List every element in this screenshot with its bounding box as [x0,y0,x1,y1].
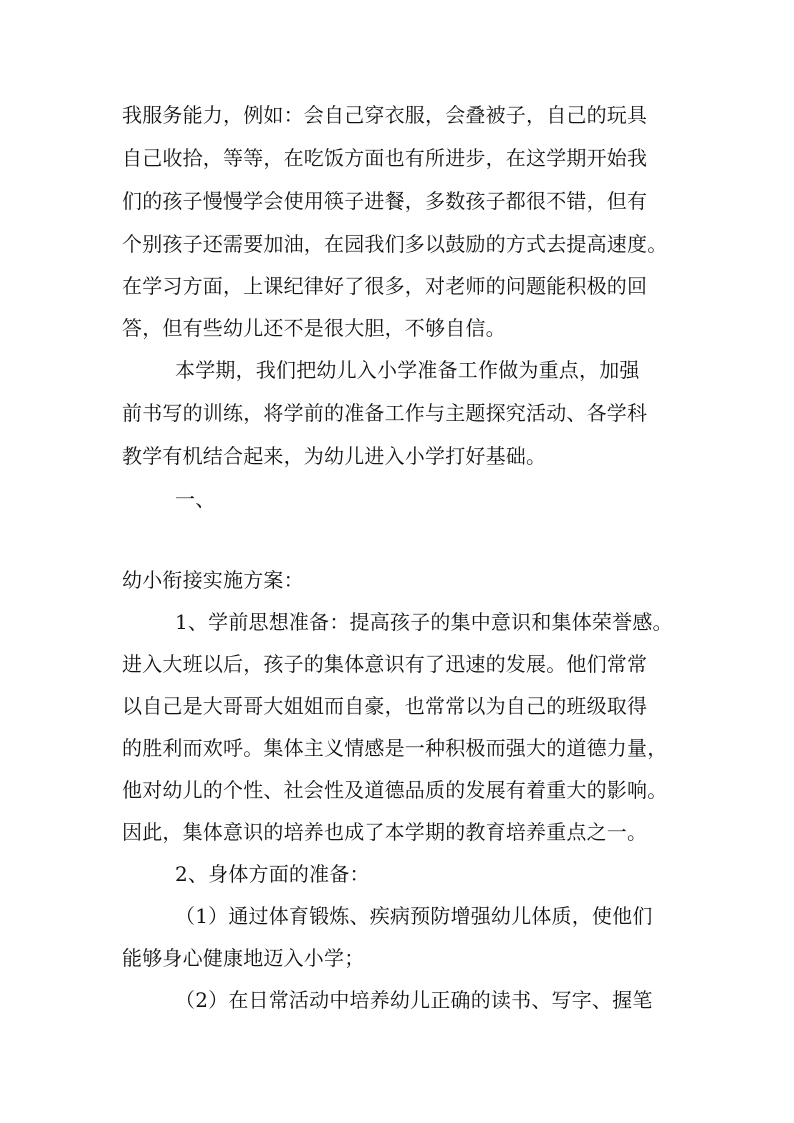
list-heading: 1、学前思想准备：提高孩子的集中意识和集体荣誉感。 [175,610,673,634]
paragraph-line: 我服务能力，例如：会自己穿衣服，会叠被子，自己的玩具 [122,103,648,127]
paragraph-line: 教学有机结合起来，为幼儿进入小学打好基础。 [122,444,547,468]
paragraph-line: 以自己是大哥哥大姐姐而自豪，也常常以为自己的班级取得 [122,694,648,718]
list-heading: 2、身体方面的准备： [175,862,370,886]
list-item: （2）在日常活动中培养幼儿正确的读书、写字、握笔 [175,988,653,1012]
paragraph-line: 个别孩子还需要加油，在园我们多以鼓励的方式去提高速度。 [122,232,668,256]
list-item: （1）通过体育锻炼、疾病预防增强幼儿体质，使他们 [175,904,653,928]
paragraph-line: 们的孩子慢慢学会使用筷子进餐，多数孩子都很不错，但有 [122,189,648,213]
paragraph-line: 因此，集体意识的培养也成了本学期的教育培养重点之一。 [122,820,648,844]
paragraph-line: 在学习方面，上课纪律好了很多，对老师的问题能积极的回 [122,274,648,298]
paragraph-line: 本学期，我们把幼儿入小学准备工作做为重点，加强 [175,358,640,382]
section-heading: 一、 [175,487,216,511]
paragraph-line: 进入大班以后，孩子的集体意识有了迅速的发展。他们常常 [122,652,648,676]
paragraph-line: 的胜利而欢呼。集体主义情感是一种积极而强大的道德力量， [122,736,668,760]
paragraph-line: 前书写的训练，将学前的准备工作与主题探究活动、各学科 [122,401,648,425]
paragraph-line: 自己收拾，等等，在吃饭方面也有所进步，在这学期开始我 [122,146,648,170]
paragraph-line: 答，但有些幼儿还不是很大胆，不够自信。 [122,316,506,340]
paragraph-line: 能够身心健康地迈入小学； [122,946,365,970]
paragraph-line: 他对幼儿的个性、社会性及道德品质的发展有着重大的影响。 [122,778,668,802]
section-title: 幼小衔接实施方案： [122,568,304,592]
